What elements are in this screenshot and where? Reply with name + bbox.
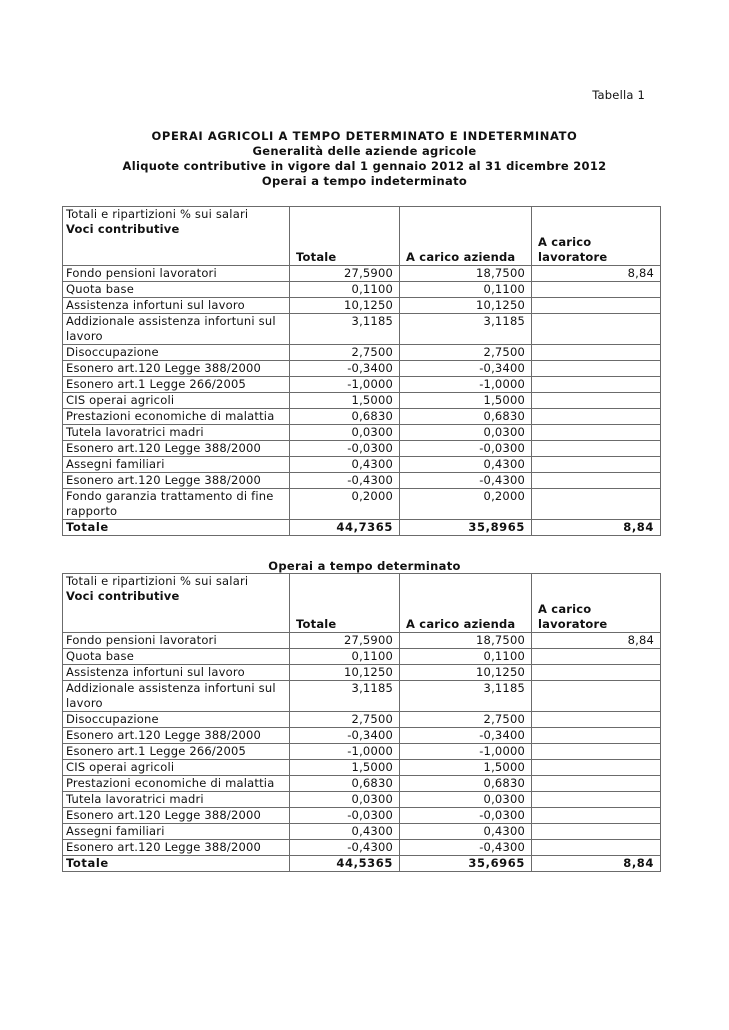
header-totale: Totale xyxy=(290,574,400,633)
cell-azienda: 0,1100 xyxy=(400,649,532,665)
cell-azienda: -0,4300 xyxy=(400,840,532,856)
cell-lavoratore xyxy=(532,393,661,409)
cell-totale: -0,3400 xyxy=(290,728,400,744)
cell-lavoratore xyxy=(532,314,661,345)
total-row xyxy=(63,856,661,872)
cell-azienda: -0,3400 xyxy=(400,361,532,377)
cell-totale: 2,7500 xyxy=(290,345,400,361)
cell-totale: 0,6830 xyxy=(290,409,400,425)
table-row xyxy=(63,314,661,345)
header-azienda: A carico azienda xyxy=(400,574,532,633)
cell-azienda: 0,1100 xyxy=(400,282,532,298)
cell-azienda: 1,5000 xyxy=(400,760,532,776)
cell-totale: -1,0000 xyxy=(290,744,400,760)
cell-voce: Tutela lavoratrici madri xyxy=(63,792,290,808)
cell-totale: -0,0300 xyxy=(290,441,400,457)
cell-voce: Fondo pensioni lavoratori xyxy=(63,633,290,649)
header-voci xyxy=(63,574,290,633)
table-row xyxy=(63,282,661,298)
table-row xyxy=(63,776,661,792)
table-header-row xyxy=(63,207,661,266)
cell-lavoratore xyxy=(532,409,661,425)
header-percent-label: Totali e ripartizioni % sui salari xyxy=(66,207,249,221)
cell-azienda: 0,4300 xyxy=(400,457,532,473)
cell-lavoratore: 8,84 xyxy=(532,856,661,872)
cell-voce: Assistenza infortuni sul lavoro xyxy=(63,298,290,314)
cell-azienda: 3,1185 xyxy=(400,314,532,345)
cell-voce: Esonero art.1 Legge 266/2005 xyxy=(63,744,290,760)
cell-totale: 0,1100 xyxy=(290,649,400,665)
cell-lavoratore xyxy=(532,681,661,712)
cell-azienda: 10,1250 xyxy=(400,665,532,681)
cell-lavoratore xyxy=(532,665,661,681)
cell-azienda: 1,5000 xyxy=(400,393,532,409)
cell-lavoratore xyxy=(532,425,661,441)
cell-voce: CIS operai agricoli xyxy=(63,393,290,409)
cell-voce: Totale xyxy=(63,520,290,536)
cell-voce: Assistenza infortuni sul lavoro xyxy=(63,665,290,681)
header-totale: Totale xyxy=(290,207,400,266)
cell-lavoratore xyxy=(532,824,661,840)
cell-voce: Prestazioni economiche di malattia xyxy=(63,409,290,425)
table-row xyxy=(63,298,661,314)
cell-voce: CIS operai agricoli xyxy=(63,760,290,776)
header-lavoratore: A carico lavoratore xyxy=(532,207,661,266)
cell-totale: 0,0300 xyxy=(290,792,400,808)
table-row xyxy=(63,808,661,824)
table-row xyxy=(63,266,661,282)
cell-lavoratore xyxy=(532,792,661,808)
cell-voce: Fondo pensioni lavoratori xyxy=(63,266,290,282)
table-row xyxy=(63,377,661,393)
cell-azienda: 10,1250 xyxy=(400,298,532,314)
cell-azienda: -1,0000 xyxy=(400,744,532,760)
cell-voce: Esonero art.120 Legge 388/2000 xyxy=(63,441,290,457)
subtitle: Generalità delle aziende agricole xyxy=(252,144,477,158)
table-row xyxy=(63,681,661,712)
cell-lavoratore xyxy=(532,377,661,393)
cell-lavoratore xyxy=(532,712,661,728)
table-row xyxy=(63,840,661,856)
table-header-row xyxy=(63,574,661,633)
cell-totale: 44,7365 xyxy=(290,520,400,536)
cell-lavoratore xyxy=(532,361,661,377)
cell-lavoratore: 8,84 xyxy=(532,520,661,536)
header-voci-label: Voci contributive xyxy=(66,589,180,603)
cell-totale: -0,0300 xyxy=(290,808,400,824)
cell-totale: 3,1185 xyxy=(290,314,400,345)
cell-totale: 10,1250 xyxy=(290,665,400,681)
cell-voce: Esonero art.120 Legge 388/2000 xyxy=(63,361,290,377)
cell-totale: -1,0000 xyxy=(290,377,400,393)
table-row xyxy=(63,824,661,840)
cell-lavoratore: 8,84 xyxy=(532,633,661,649)
table-row xyxy=(63,409,661,425)
cell-totale: 3,1185 xyxy=(290,681,400,712)
cell-azienda: 18,7500 xyxy=(400,266,532,282)
cell-lavoratore xyxy=(532,441,661,457)
cell-voce: Totale xyxy=(63,856,290,872)
cell-azienda: -1,0000 xyxy=(400,377,532,393)
cell-voce: Disoccupazione xyxy=(63,712,290,728)
cell-azienda: 18,7500 xyxy=(400,633,532,649)
cell-voce: Esonero art.120 Legge 388/2000 xyxy=(63,840,290,856)
cell-totale: 2,7500 xyxy=(290,712,400,728)
cell-voce: Esonero art.120 Legge 388/2000 xyxy=(63,808,290,824)
cell-totale: 1,5000 xyxy=(290,760,400,776)
cell-azienda: 0,2000 xyxy=(400,489,532,520)
cell-azienda: -0,0300 xyxy=(400,808,532,824)
table-row xyxy=(63,473,661,489)
cell-totale: -0,4300 xyxy=(290,473,400,489)
cell-lavoratore xyxy=(532,298,661,314)
cell-totale: 27,5900 xyxy=(290,266,400,282)
cell-voce: Esonero art.120 Legge 388/2000 xyxy=(63,473,290,489)
cell-totale: 0,0300 xyxy=(290,425,400,441)
cell-lavoratore xyxy=(532,282,661,298)
validity-period: Aliquote contributive in vigore dal 1 gennaio 2012 al 31 dicembre 2012 xyxy=(122,159,607,173)
cell-totale: 0,4300 xyxy=(290,824,400,840)
cell-lavoratore xyxy=(532,760,661,776)
header-lavoratore: A carico lavoratore xyxy=(532,574,661,633)
cell-voce: Disoccupazione xyxy=(63,345,290,361)
cell-totale: 1,5000 xyxy=(290,393,400,409)
table-row xyxy=(63,633,661,649)
cell-azienda: 35,6965 xyxy=(400,856,532,872)
cell-azienda: 3,1185 xyxy=(400,681,532,712)
cell-lavoratore xyxy=(532,728,661,744)
cell-lavoratore xyxy=(532,808,661,824)
cell-lavoratore xyxy=(532,457,661,473)
main-title: OPERAI AGRICOLI A TEMPO DETERMINATO E INDETERMINATO xyxy=(151,129,578,143)
table-row xyxy=(63,361,661,377)
cell-azienda: 2,7500 xyxy=(400,712,532,728)
table-row xyxy=(63,792,661,808)
table-row xyxy=(63,728,661,744)
cell-azienda: -0,3400 xyxy=(400,728,532,744)
header-percent-label: Totali e ripartizioni % sui salari xyxy=(66,574,249,588)
table-row xyxy=(63,425,661,441)
cell-lavoratore xyxy=(532,840,661,856)
header-azienda: A carico azienda xyxy=(400,207,532,266)
cell-voce: Assegni familiari xyxy=(63,824,290,840)
contributions-table-indeterminato xyxy=(62,206,661,536)
cell-lavoratore xyxy=(532,744,661,760)
cell-azienda: 0,6830 xyxy=(400,776,532,792)
cell-lavoratore xyxy=(532,473,661,489)
document-heading xyxy=(0,129,729,189)
table-row xyxy=(63,665,661,681)
cell-lavoratore xyxy=(532,649,661,665)
cell-totale: 0,2000 xyxy=(290,489,400,520)
cell-voce: Quota base xyxy=(63,282,290,298)
table-row xyxy=(63,345,661,361)
total-row xyxy=(63,520,661,536)
cell-totale: 44,5365 xyxy=(290,856,400,872)
cell-lavoratore xyxy=(532,345,661,361)
table-row xyxy=(63,457,661,473)
table-row xyxy=(63,489,661,520)
cell-voce: Fondo garanzia trattamento di fine rapporto xyxy=(63,489,290,520)
cell-voce: Esonero art.120 Legge 388/2000 xyxy=(63,728,290,744)
cell-voce: Esonero art.1 Legge 266/2005 xyxy=(63,377,290,393)
cell-totale: 27,5900 xyxy=(290,633,400,649)
cell-azienda: 0,6830 xyxy=(400,409,532,425)
header-voci-label: Voci contributive xyxy=(66,222,180,236)
table-row xyxy=(63,649,661,665)
table-row xyxy=(63,712,661,728)
cell-lavoratore xyxy=(532,489,661,520)
section-title-determinato: Operai a tempo determinato xyxy=(268,559,461,573)
cell-azienda: -0,4300 xyxy=(400,473,532,489)
cell-totale: 0,1100 xyxy=(290,282,400,298)
cell-lavoratore xyxy=(532,776,661,792)
cell-azienda: 2,7500 xyxy=(400,345,532,361)
cell-azienda: 35,8965 xyxy=(400,520,532,536)
cell-azienda: 0,4300 xyxy=(400,824,532,840)
cell-azienda: 0,0300 xyxy=(400,425,532,441)
cell-voce: Prestazioni economiche di malattia xyxy=(63,776,290,792)
cell-lavoratore: 8,84 xyxy=(532,266,661,282)
contributions-table-determinato xyxy=(62,573,661,872)
table-number-label: Tabella 1 xyxy=(592,88,645,102)
cell-voce: Addizionale assistenza infortuni sul lavoro xyxy=(63,681,290,712)
cell-azienda: -0,0300 xyxy=(400,441,532,457)
cell-totale: -0,4300 xyxy=(290,840,400,856)
header-voci xyxy=(63,207,290,266)
table-row xyxy=(63,441,661,457)
cell-totale: 0,6830 xyxy=(290,776,400,792)
cell-totale: -0,3400 xyxy=(290,361,400,377)
cell-voce: Assegni familiari xyxy=(63,457,290,473)
cell-totale: 10,1250 xyxy=(290,298,400,314)
table-row xyxy=(63,760,661,776)
cell-voce: Quota base xyxy=(63,649,290,665)
cell-totale: 0,4300 xyxy=(290,457,400,473)
cell-voce: Tutela lavoratrici madri xyxy=(63,425,290,441)
table-row xyxy=(63,393,661,409)
cell-voce: Addizionale assistenza infortuni sul lavoro xyxy=(63,314,290,345)
table-row xyxy=(63,744,661,760)
section-title-indeterminato: Operai a tempo indeterminato xyxy=(261,174,468,188)
cell-azienda: 0,0300 xyxy=(400,792,532,808)
